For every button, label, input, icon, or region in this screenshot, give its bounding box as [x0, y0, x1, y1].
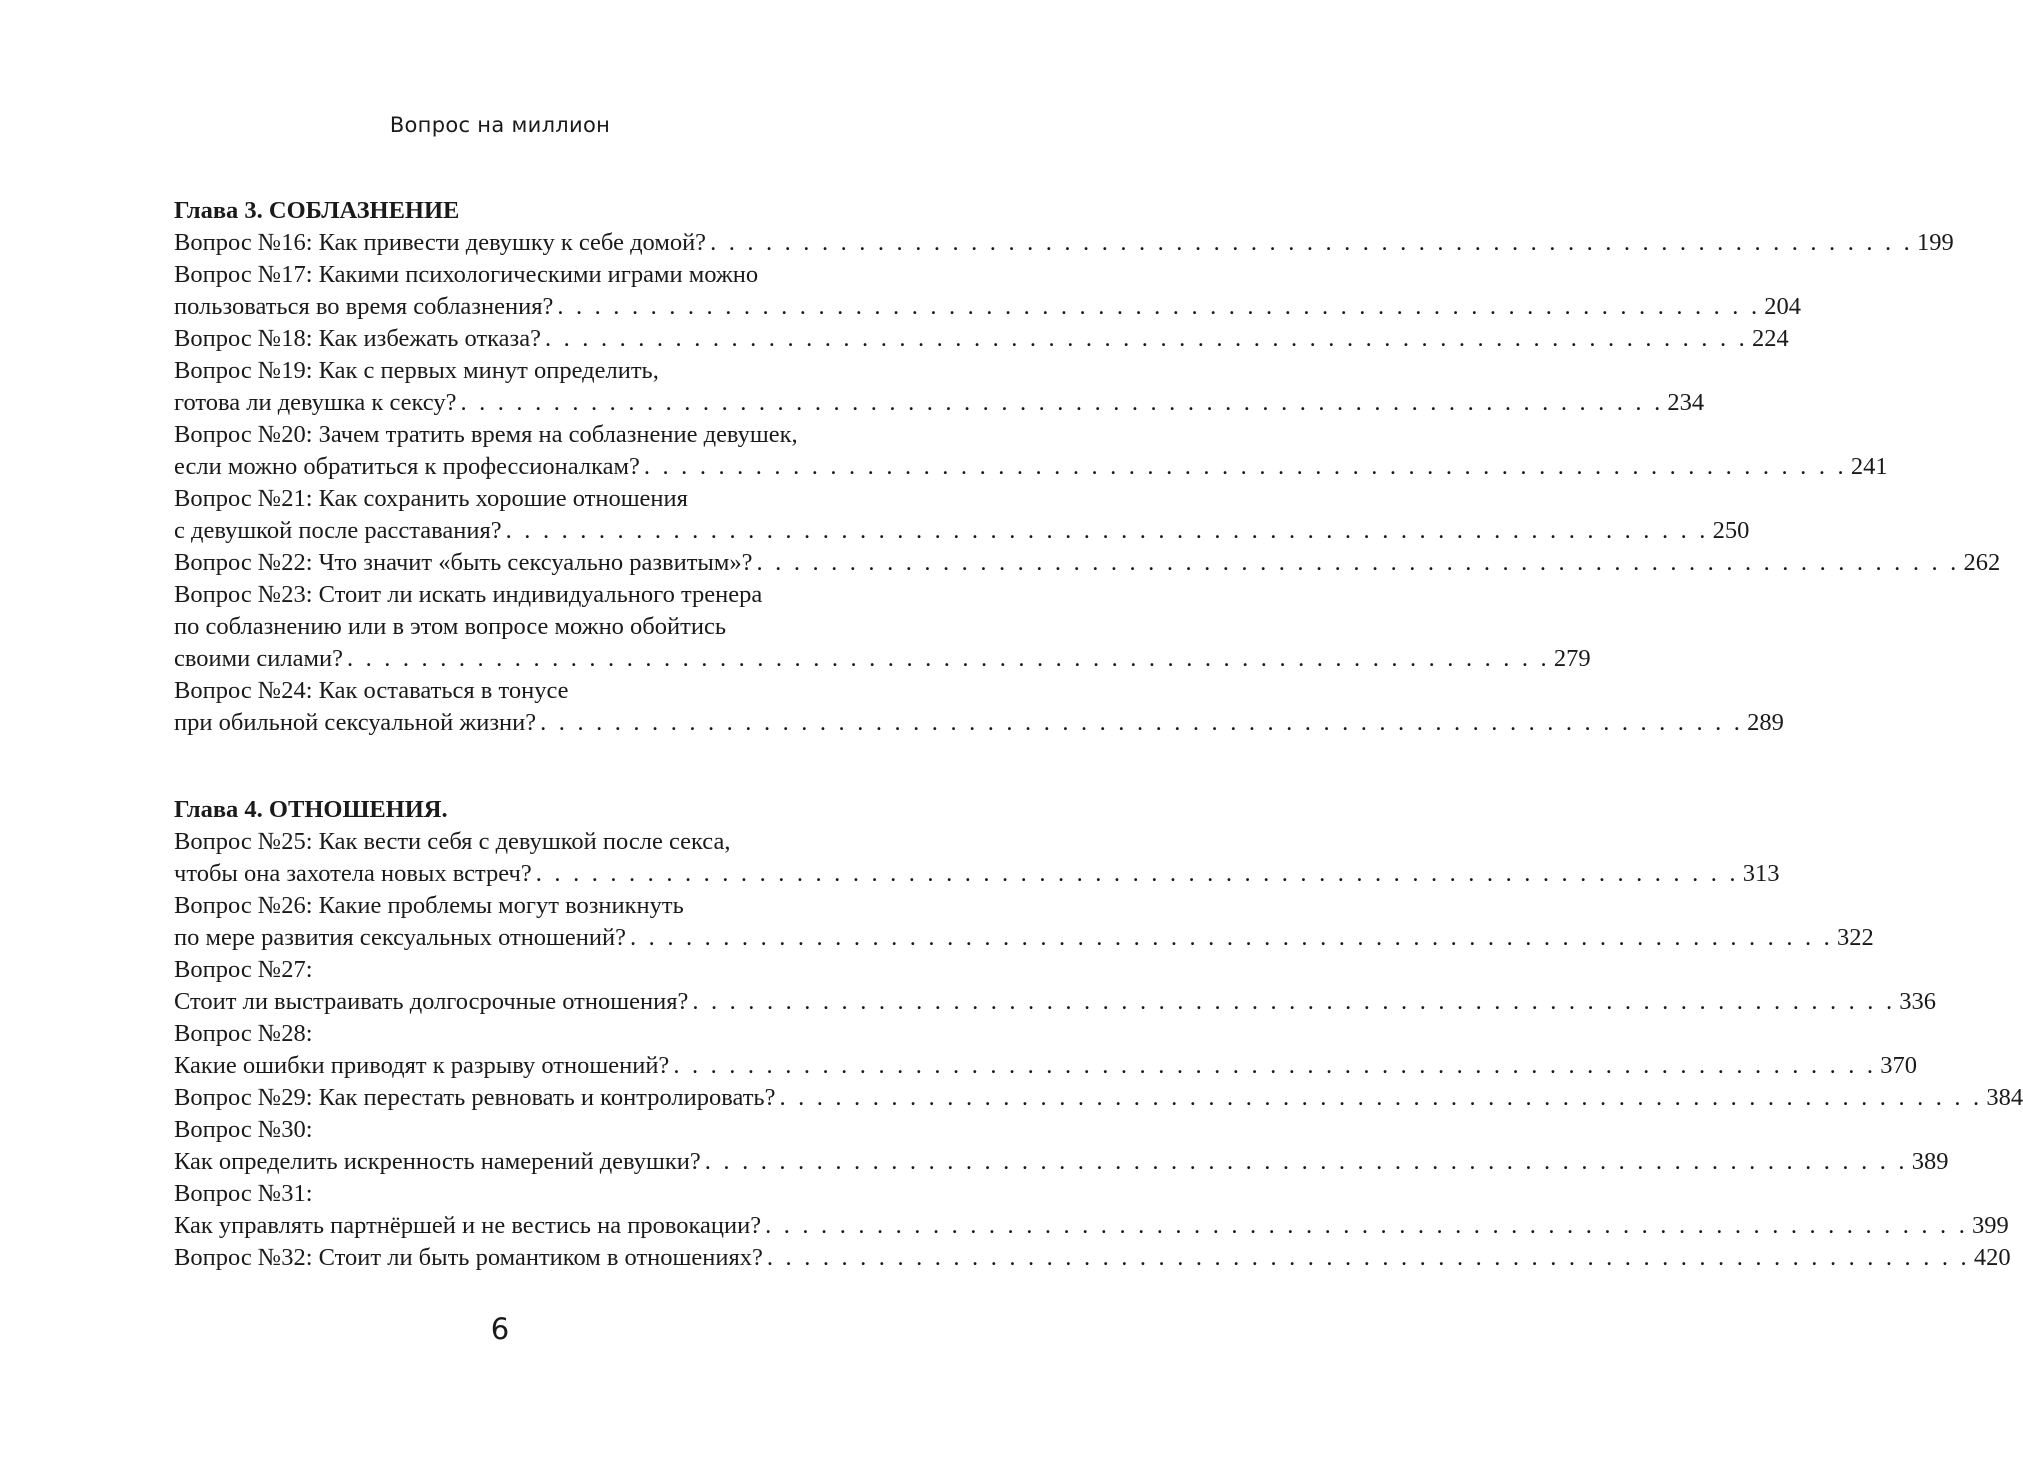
entry-title: Как управлять партнёршей и не вестись на провокации?: [174, 1212, 762, 1239]
entry-title-line: Вопрос №28:: [174, 1020, 313, 1047]
entry-page-number: 399: [1972, 1212, 2009, 1239]
dot-leader: . . . . . . . . . . . . . . . . . . . . . . . . . . . . . . . . . . . . . . . . . . . . . . . . . . . . . . . . . . . . . . . . .: [346, 645, 1550, 672]
entry-page-number: 250: [1712, 517, 1750, 544]
entry-page-number: 336: [1899, 988, 1937, 1015]
entry-page-number: 199: [1917, 229, 1954, 256]
toc-entry[interactable]: [174, 227, 1954, 259]
entry-title: Вопрос №29: Как перестать ревновать и контролировать?: [174, 1084, 776, 1111]
toc-chapter-3: [174, 195, 2001, 739]
entry-title-line: Вопрос №20: Зачем тратить время на соблазнение девушек,: [174, 421, 798, 448]
entry-title: своими силами?: [174, 645, 343, 672]
toc-entry[interactable]: [174, 858, 1780, 890]
toc-entry[interactable]: [174, 1082, 2023, 1114]
entry-title-line: Вопрос №23: Стоит ли искать индивидуального тренера: [174, 581, 763, 608]
toc-entry[interactable]: [174, 291, 1802, 323]
dot-leader: . . . . . . . . . . . . . . . . . . . . . . . . . . . . . . . . . . . . . . . . . . . . . . . . . . . . . . . . . . . . . . . . .: [710, 229, 1913, 256]
running-head: Вопрос на миллион: [389, 113, 611, 137]
dot-leader: . . . . . . . . . . . . . . . . . . . . . . . . . . . . . . . . . . . . . . . . . . . . . . . . . . . . . . . . . . . . . . . . .: [704, 1148, 1908, 1175]
toc-entry[interactable]: [174, 1146, 1949, 1178]
entry-page-number: 262: [1963, 549, 2001, 576]
dot-leader: . . . . . . . . . . . . . . . . . . . . . . . . . . . . . . . . . . . . . . . . . . . . . . . . . . . . . . . . . . . . . . . . .: [505, 517, 1709, 544]
entry-title-line: Вопрос №31:: [174, 1180, 313, 1207]
entry-title-line: по соблазнению или в этом вопросе можно обойтись: [174, 613, 727, 640]
entry-title: если можно обратиться к профессионалкам?: [174, 453, 640, 480]
entry-title: Вопрос №22: Что значит «быть сексуально развитым»?: [174, 549, 753, 576]
entry-page-number: 322: [1836, 924, 1874, 951]
toc-entry[interactable]: [174, 1210, 2009, 1242]
dot-leader: . . . . . . . . . . . . . . . . . . . . . . . . . . . . . . . . . . . . . . . . . . . . . . . . . . . . . . . . . . . . . . . . .: [765, 1212, 1969, 1239]
entry-page-number: 370: [1880, 1052, 1917, 1079]
entry-title-line: Вопрос №27:: [174, 956, 313, 983]
entry-title-line: Вопрос №25: Как вести себя с девушкой после секса,: [174, 828, 731, 855]
entry-title: Вопрос №18: Как избежать отказа?: [174, 325, 541, 352]
toc-entry[interactable]: [174, 451, 1888, 483]
dot-leader: . . . . . . . . . . . . . . . . . . . . . . . . . . . . . . . . . . . . . . . . . . . . . . . . . . . . . . . . . . . . . . . . .: [557, 293, 1761, 320]
entry-title: Как определить искренность намерений девушки?: [174, 1148, 701, 1175]
entry-title: Какие ошибки приводят к разрыву отношений?: [174, 1052, 670, 1079]
toc-entry[interactable]: [174, 323, 1789, 355]
dot-leader: . . . . . . . . . . . . . . . . . . . . . . . . . . . . . . . . . . . . . . . . . . . . . . . . . . . . . . . . . . . . . . . . .: [460, 389, 1664, 416]
entry-page-number: 384: [1986, 1084, 2023, 1111]
toc-entry[interactable]: [174, 387, 1705, 419]
dot-leader: . . . . . . . . . . . . . . . . . . . . . . . . . . . . . . . . . . . . . . . . . . . . . . . . . . . . . . . . . . . . . . . . .: [692, 988, 1896, 1015]
chapter-title: Глава 4. ОТНОШЕНИЯ.: [174, 796, 448, 823]
toc-entry[interactable]: [174, 1050, 1917, 1082]
entry-title: готова ли девушка к сексу?: [174, 389, 457, 416]
dot-leader: . . . . . . . . . . . . . . . . . . . . . . . . . . . . . . . . . . . . . . . . . . . . . . . . . . . . . . . . . . . . . . . . .: [756, 549, 1960, 576]
dot-leader: . . . . . . . . . . . . . . . . . . . . . . . . . . . . . . . . . . . . . . . . . . . . . . . . . . . . . . . . . . . . . . . . .: [545, 325, 1748, 352]
entry-title: пользоваться во время соблазнения?: [174, 293, 554, 320]
entry-title: Стоит ли выстраивать долгосрочные отношения?: [174, 988, 689, 1015]
toc-entry[interactable]: [174, 986, 1937, 1018]
dot-leader: . . . . . . . . . . . . . . . . . . . . . . . . . . . . . . . . . . . . . . . . . . . . . . . . . . . . . . . . . . . . . . . . .: [673, 1052, 1877, 1079]
entry-title-line: Вопрос №30:: [174, 1116, 313, 1143]
chapter-title: Глава 3. СОБЛАЗНЕНИЕ: [174, 197, 460, 224]
toc-entry[interactable]: [174, 515, 1750, 547]
entry-title-line: Вопрос №26: Какие проблемы могут возникнуть: [174, 892, 684, 919]
toc-entry[interactable]: [174, 707, 1784, 739]
entry-title: с девушкой после расставания?: [174, 517, 502, 544]
toc-chapter-4: [174, 794, 2023, 1274]
dot-leader: . . . . . . . . . . . . . . . . . . . . . . . . . . . . . . . . . . . . . . . . . . . . . . . . . . . . . . . . . . . . . . . . .: [766, 1244, 1970, 1271]
entry-page-number: 224: [1751, 325, 1789, 352]
dot-leader: . . . . . . . . . . . . . . . . . . . . . . . . . . . . . . . . . . . . . . . . . . . . . . . . . . . . . . . . . . . . . . . . .: [540, 709, 1744, 736]
entry-title: чтобы она захотела новых встреч?: [174, 860, 532, 887]
entry-title-line: Вопрос №17: Какими психологическими играми можно: [174, 261, 759, 288]
entry-page-number: 313: [1742, 860, 1780, 887]
toc-entry[interactable]: [174, 1242, 2011, 1274]
dot-leader: . . . . . . . . . . . . . . . . . . . . . . . . . . . . . . . . . . . . . . . . . . . . . . . . . . . . . . . . . . . . . . . . .: [643, 453, 1847, 480]
entry-page-number: 389: [1911, 1148, 1949, 1175]
dot-leader: . . . . . . . . . . . . . . . . . . . . . . . . . . . . . . . . . . . . . . . . . . . . . . . . . . . . . . . . . . . . . . . . .: [535, 860, 1739, 887]
page-number: 6: [490, 1312, 510, 1346]
entry-title: при обильной сексуальной жизни?: [174, 709, 537, 736]
entry-title-line: Вопрос №24: Как оставаться в тонусе: [174, 677, 569, 704]
entry-page-number: 289: [1747, 709, 1784, 736]
entry-title: по мере развития сексуальных отношений?: [174, 924, 627, 951]
entry-title-line: Вопрос №19: Как с первых минут определить,: [174, 357, 659, 384]
entry-page-number: 204: [1764, 293, 1802, 320]
dot-leader: . . . . . . . . . . . . . . . . . . . . . . . . . . . . . . . . . . . . . . . . . . . . . . . . . . . . . . . . . . . . . . . . .: [630, 924, 1833, 951]
entry-page-number: 234: [1667, 389, 1705, 416]
entry-page-number: 420: [1973, 1244, 2011, 1271]
entry-title: Вопрос №16: Как привести девушку к себе домой?: [174, 229, 707, 256]
dot-leader: . . . . . . . . . . . . . . . . . . . . . . . . . . . . . . . . . . . . . . . . . . . . . . . . . . . . . . . . . . . . . . . . .: [779, 1084, 1983, 1111]
toc-entry[interactable]: [174, 643, 1591, 675]
entry-page-number: 241: [1850, 453, 1888, 480]
entry-page-number: 279: [1553, 645, 1591, 672]
toc-entry[interactable]: [174, 922, 1874, 954]
entry-title-line: Вопрос №21: Как сохранить хорошие отношения: [174, 485, 688, 512]
toc-entry[interactable]: [174, 547, 2001, 579]
entry-title: Вопрос №32: Стоит ли быть романтиком в отношениях?: [174, 1244, 763, 1271]
